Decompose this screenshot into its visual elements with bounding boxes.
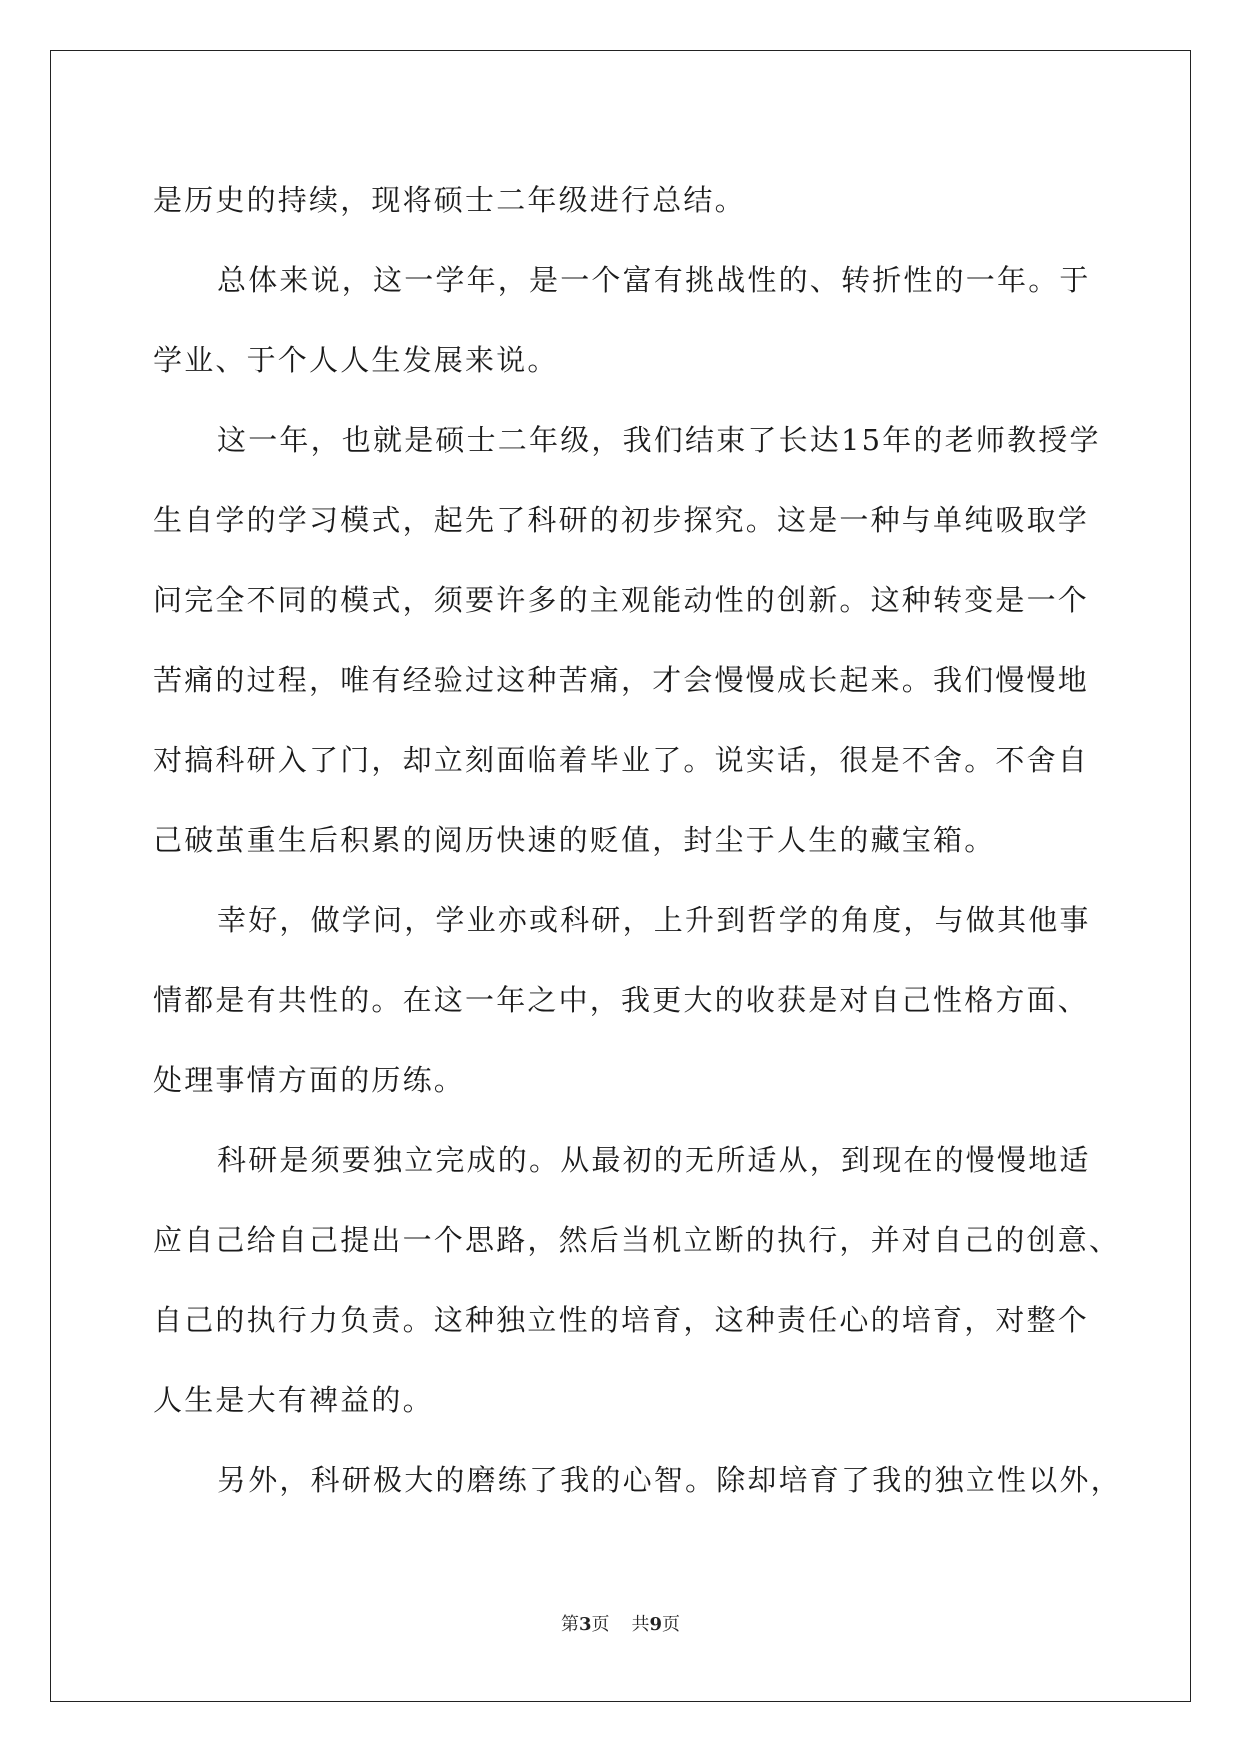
text-line: 这一年，也就是硕士二年级，我们结束了长达15年的老师教授学 bbox=[217, 423, 1101, 457]
text-line: 情都是有共性的。在这一年之中，我更大的收获是对自己性格方面、 bbox=[153, 983, 1090, 1017]
text-line: 科研是须要独立完成的。从最初的无所适从，到现在的慢慢地适 bbox=[217, 1143, 1091, 1177]
text-line: 幸好，做学问，学业亦或科研，上升到哲学的角度，与做其他事 bbox=[217, 903, 1091, 937]
text-line: 学业、于个人人生发展来说。 bbox=[153, 343, 559, 377]
text-line: 是历史的持续，现将硕士二年级进行总结。 bbox=[153, 183, 746, 217]
page-number: 3 bbox=[578, 1614, 592, 1635]
page-footer bbox=[0, 1610, 1241, 1636]
text-line: 己破茧重生后积累的阅历快速的贬值，封尘于人生的藏宝箱。 bbox=[153, 823, 996, 857]
text-line: 总体来说，这一学年，是一个富有挑战性的、转折性的一年。于 bbox=[217, 263, 1091, 297]
footer-prefix: 第 bbox=[560, 1614, 579, 1635]
text-line: 另外，科研极大的磨练了我的心智。除却培育了我的独立性以外， bbox=[217, 1463, 1122, 1497]
text-line: 应自己给自己提出一个思路，然后当机立断的执行，并对自己的创意、 bbox=[153, 1223, 1121, 1257]
footer-total-prefix: 共 bbox=[631, 1614, 650, 1635]
text-line: 生自学的学习模式，起先了科研的初步探究。这是一种与单纯吸取学 bbox=[153, 503, 1090, 537]
text-line: 苦痛的过程，唯有经验过这种苦痛，才会慢慢成长起来。我们慢慢地 bbox=[153, 663, 1090, 697]
text-line: 处理事情方面的历练。 bbox=[153, 1063, 466, 1097]
footer-total-suffix: 页 bbox=[662, 1614, 681, 1635]
text-line: 问完全不同的模式，须要许多的主观能动性的创新。这种转变是一个 bbox=[153, 583, 1090, 617]
total-pages: 9 bbox=[649, 1614, 663, 1635]
footer-page-suffix: 页 bbox=[591, 1614, 610, 1635]
text-line: 人生是大有裨益的。 bbox=[153, 1383, 434, 1417]
document-body bbox=[153, 160, 1122, 1520]
text-line: 自己的执行力负责。这种独立性的培育，这种责任心的培育，对整个 bbox=[153, 1303, 1090, 1337]
text-line: 对搞科研入了门，却立刻面临着毕业了。说实话，很是不舍。不舍自 bbox=[153, 743, 1090, 777]
